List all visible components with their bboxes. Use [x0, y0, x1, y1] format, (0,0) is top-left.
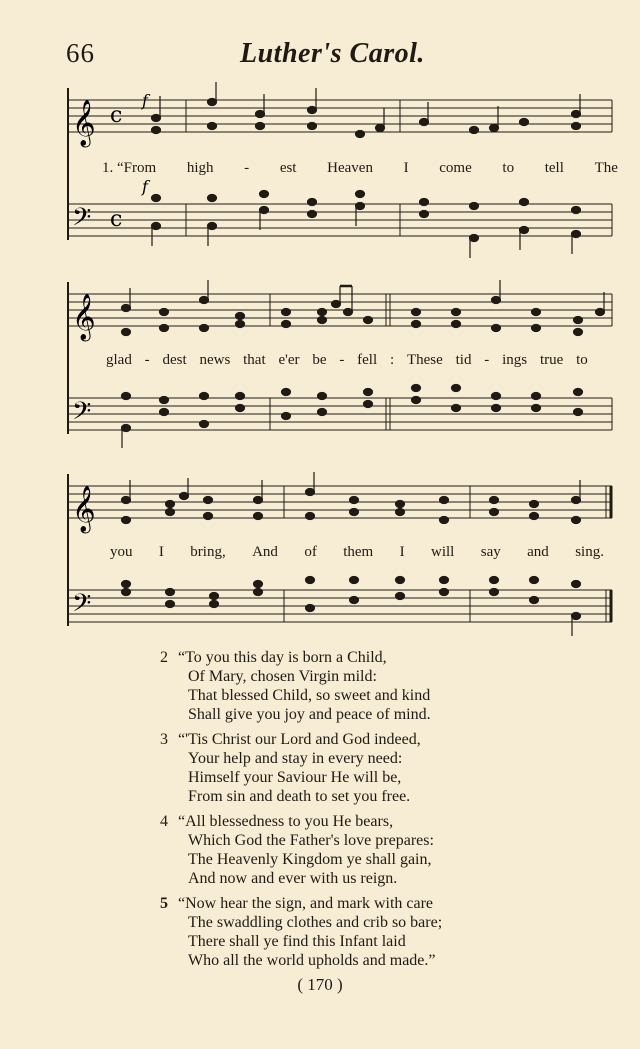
- note-head: [376, 125, 385, 132]
- note-head: [530, 577, 539, 584]
- note-head: [520, 119, 529, 126]
- lyric-syllable: I: [403, 160, 409, 176]
- note-head: [166, 509, 175, 516]
- note-head: [350, 597, 359, 604]
- lyric-syllable: -: [244, 160, 250, 176]
- note-head: [160, 409, 169, 416]
- verse-5: [160, 894, 442, 970]
- bass-clef: 𝄢: [72, 589, 92, 624]
- note-head: [396, 593, 405, 600]
- note-head: [452, 321, 461, 328]
- note-head: [574, 409, 583, 416]
- note-head: [350, 577, 359, 584]
- note-head: [282, 321, 291, 328]
- note-head: [210, 593, 219, 600]
- note-head: [160, 309, 169, 316]
- verse-3: [160, 730, 421, 806]
- note-head: [364, 317, 373, 324]
- note-head: [122, 329, 131, 336]
- note-head: [344, 309, 353, 316]
- note-head: [254, 589, 263, 596]
- dynamic-forte: f: [142, 177, 148, 196]
- note-head: [152, 195, 161, 202]
- note-head: [412, 385, 421, 392]
- lyric-syllable: ings: [502, 352, 528, 368]
- note-head: [318, 409, 327, 416]
- note-head: [122, 589, 131, 596]
- note-head: [492, 325, 501, 332]
- dynamic-forte: f: [142, 91, 148, 110]
- note-head: [440, 589, 449, 596]
- bass-clef: 𝄢: [72, 397, 92, 432]
- note-head: [572, 123, 581, 130]
- note-head: [122, 497, 131, 504]
- lyric-syllable: news: [199, 352, 231, 368]
- note-head: [572, 231, 581, 238]
- note-head: [492, 297, 501, 304]
- note-head: [308, 107, 317, 114]
- note-head: [318, 309, 327, 316]
- note-head: [122, 305, 131, 312]
- lyric-syllable: say: [480, 544, 501, 560]
- note-head: [532, 325, 541, 332]
- note-head: [420, 211, 429, 218]
- note-head: [308, 211, 317, 218]
- bass-clef: 𝄢: [72, 203, 92, 238]
- verse-line: “All blessedness to you He bears,: [178, 813, 394, 830]
- note-head: [490, 577, 499, 584]
- note-head: [282, 413, 291, 420]
- lyric-syllable: to: [502, 160, 515, 176]
- note-head: [350, 509, 359, 516]
- lyric-syllable: glad: [106, 352, 132, 368]
- note-head: [470, 203, 479, 210]
- note-head: [572, 207, 581, 214]
- note-head: [122, 393, 131, 400]
- note-head: [420, 199, 429, 206]
- note-head: [574, 329, 583, 336]
- note-head: [490, 125, 499, 132]
- note-head: [574, 389, 583, 396]
- note-head: [490, 509, 499, 516]
- verse-line: And now and ever with us reign.: [188, 870, 398, 887]
- lyric-syllable: true: [539, 352, 564, 368]
- note-head: [282, 389, 291, 396]
- note-head: [208, 195, 217, 202]
- note-head: [440, 497, 449, 504]
- note-head: [260, 207, 269, 214]
- page-number: 66: [66, 38, 95, 68]
- note-head: [152, 115, 161, 122]
- lyric-syllable: that: [243, 352, 266, 368]
- note-head: [332, 301, 341, 308]
- note-head: [308, 123, 317, 130]
- note-head: [200, 421, 209, 428]
- verse-line: There shall ye find this Infant laid: [188, 933, 406, 950]
- verse-line: “Now hear the sign, and mark with care: [178, 895, 434, 912]
- note-head: [364, 389, 373, 396]
- lyric-syllable: bring,: [190, 544, 226, 560]
- note-head: [200, 393, 209, 400]
- note-head: [420, 119, 429, 126]
- lyric-syllable: you: [110, 544, 133, 560]
- note-head: [356, 131, 365, 138]
- note-head: [572, 613, 581, 620]
- note-head: [572, 111, 581, 118]
- lyric-line: [64, 352, 620, 369]
- note-head: [260, 191, 269, 198]
- note-head: [256, 111, 265, 118]
- note-head: [166, 601, 175, 608]
- note-head: [452, 385, 461, 392]
- note-head: [356, 191, 365, 198]
- verse-line: The Heavenly Kingdom ye shall gain,: [188, 851, 432, 868]
- lyric-syllable: -: [484, 352, 490, 368]
- note-head: [572, 581, 581, 588]
- note-head: [530, 513, 539, 520]
- lyric-syllable: sing.: [575, 544, 604, 560]
- note-head: [532, 393, 541, 400]
- note-head: [350, 497, 359, 504]
- lyric-syllable: fell: [357, 352, 378, 368]
- note-head: [208, 99, 217, 106]
- note-head: [452, 405, 461, 412]
- lyric-syllable: :: [389, 352, 395, 368]
- lyric-syllable: I: [399, 544, 405, 560]
- note-head: [572, 497, 581, 504]
- verse-number: 5: [160, 895, 168, 912]
- lyric-syllable: dest: [162, 352, 187, 368]
- verse-line: Who all the world upholds and made.”: [188, 952, 436, 969]
- page-footer-number: ( 170 ): [297, 975, 343, 994]
- note-head: [236, 393, 245, 400]
- verse-line: Shall give you joy and peace of mind.: [188, 706, 431, 723]
- note-head: [452, 309, 461, 316]
- note-head: [254, 581, 263, 588]
- note-head: [166, 589, 175, 596]
- note-head: [470, 127, 479, 134]
- note-head: [574, 317, 583, 324]
- verse-line: That blessed Child, so sweet and kind: [188, 687, 431, 704]
- note-head: [306, 489, 315, 496]
- note-head: [364, 401, 373, 408]
- note-head: [306, 513, 315, 520]
- note-head: [152, 127, 161, 134]
- verse-line: “To you this day is born a Child,: [178, 649, 387, 666]
- note-head: [412, 309, 421, 316]
- note-head: [412, 321, 421, 328]
- note-head: [254, 497, 263, 504]
- note-head: [200, 297, 209, 304]
- note-head: [520, 199, 529, 206]
- note-head: [200, 325, 209, 332]
- lyric-syllable: -: [144, 352, 150, 368]
- lyric-syllable: These: [406, 352, 443, 368]
- note-head: [254, 513, 263, 520]
- note-head: [122, 581, 131, 588]
- verse-number: 3: [160, 731, 168, 748]
- note-head: [440, 517, 449, 524]
- note-head: [160, 397, 169, 404]
- note-head: [396, 501, 405, 508]
- lyric-syllable: Heaven: [327, 160, 373, 176]
- lyric-syllable: be: [312, 352, 327, 368]
- lyric-syllable: come: [439, 160, 472, 176]
- verse-4: [160, 812, 434, 888]
- verse-number: 4: [160, 813, 168, 830]
- lyric-syllable: 1. “From: [102, 160, 157, 176]
- note-head: [356, 203, 365, 210]
- note-head: [520, 227, 529, 234]
- treble-clef: 𝄞: [72, 100, 96, 146]
- note-head: [470, 235, 479, 242]
- lyric-syllable: them: [343, 544, 374, 560]
- time-signature: c: [110, 207, 123, 232]
- lyric-syllable: and: [527, 544, 549, 560]
- verse-line: Himself your Saviour He will be,: [188, 769, 402, 786]
- verse-line: The swaddling clothes and crib so bare;: [188, 914, 443, 931]
- lyric-syllable: And: [252, 544, 278, 560]
- note-head: [166, 501, 175, 508]
- note-head: [180, 493, 189, 500]
- note-head: [396, 577, 405, 584]
- lyric-syllable: to: [576, 352, 588, 368]
- note-head: [596, 309, 605, 316]
- note-head: [152, 223, 161, 230]
- note-head: [236, 313, 245, 320]
- note-head: [306, 577, 315, 584]
- note-head: [492, 393, 501, 400]
- note-head: [160, 325, 169, 332]
- note-head: [490, 497, 499, 504]
- note-head: [532, 309, 541, 316]
- note-head: [308, 199, 317, 206]
- note-head: [208, 223, 217, 230]
- time-signature: c: [110, 103, 123, 128]
- lyric-syllable: of: [304, 544, 317, 560]
- note-head: [282, 309, 291, 316]
- lyric-line: [64, 160, 620, 177]
- note-head: [412, 397, 421, 404]
- note-head: [492, 405, 501, 412]
- verse-line: From sin and death to set you free.: [188, 788, 411, 805]
- hymn-title: Luther's Carol.: [240, 38, 425, 69]
- note-head: [318, 393, 327, 400]
- lyric-syllable: The: [594, 160, 618, 176]
- note-head: [440, 577, 449, 584]
- lyric-syllable: tell: [544, 160, 564, 176]
- lyric-syllable: I: [158, 544, 164, 560]
- treble-clef: 𝄞: [72, 486, 96, 532]
- lyric-syllable: est: [279, 160, 297, 176]
- lyric-syllable: high: [186, 160, 214, 176]
- note-head: [236, 405, 245, 412]
- verse-line: Your help and stay in every need:: [188, 750, 403, 767]
- note-head: [532, 405, 541, 412]
- verse-line: Of Mary, chosen Virgin mild:: [188, 668, 377, 685]
- lyric-syllable: will: [431, 544, 455, 560]
- verse-line: “'Tis Christ our Lord and God indeed,: [178, 731, 421, 748]
- lyric-syllable: -: [339, 352, 345, 368]
- note-head: [490, 589, 499, 596]
- note-head: [306, 605, 315, 612]
- lyric-syllable: e'er: [278, 352, 300, 368]
- verse-number: 2: [160, 649, 168, 666]
- note-head: [572, 517, 581, 524]
- note-head: [256, 123, 265, 130]
- treble-clef: 𝄞: [72, 294, 96, 340]
- note-head: [122, 517, 131, 524]
- verse-line: Which God the Father's love prepares:: [188, 832, 434, 849]
- note-head: [530, 597, 539, 604]
- note-head: [204, 497, 213, 504]
- lyric-syllable: tid: [455, 352, 472, 368]
- note-head: [204, 513, 213, 520]
- note-head: [530, 501, 539, 508]
- note-head: [122, 425, 131, 432]
- note-head: [236, 321, 245, 328]
- verse-2: [160, 648, 431, 724]
- note-head: [318, 317, 327, 324]
- lyric-line: [64, 544, 620, 561]
- note-head: [208, 123, 217, 130]
- note-head: [210, 601, 219, 608]
- note-head: [396, 509, 405, 516]
